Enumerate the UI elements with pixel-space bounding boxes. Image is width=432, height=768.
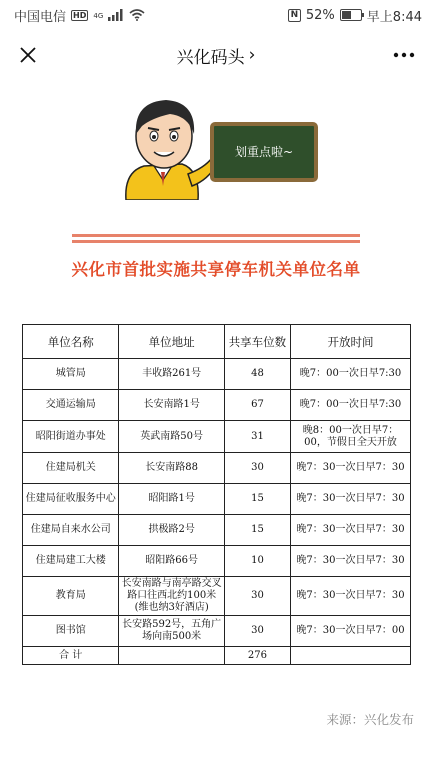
- teacher-illustration: [108, 88, 322, 200]
- cell-spaces: 48: [224, 359, 290, 390]
- cell-hours: 晚7：00一次日早7:30: [291, 359, 411, 390]
- cell-hours: 晚7：30一次日早7：00: [291, 616, 411, 647]
- cell-unit-name: 教育局: [23, 577, 119, 616]
- cell-hours: 晚7：00一次日早7:30: [291, 390, 411, 421]
- close-button[interactable]: [14, 41, 42, 69]
- cell-hours: 晚7：30一次日早7：30: [291, 515, 411, 546]
- total-value: 276: [224, 647, 290, 665]
- network-type: 4G: [93, 11, 104, 20]
- status-right: [288, 6, 422, 25]
- carrier-label: 中国电信: [14, 9, 67, 25]
- header-open-hours: 开放时间: [291, 325, 411, 359]
- article-headline: 兴化市首批实施共享停车机关单位名单: [71, 260, 361, 279]
- cell-address: 昭阳路66号: [119, 546, 224, 577]
- more-icon: [393, 52, 415, 58]
- table-row: [23, 390, 411, 421]
- cell-address: 英武南路50号: [119, 421, 224, 453]
- cell-spaces: 30: [224, 453, 290, 484]
- more-button[interactable]: [390, 41, 418, 69]
- cell-hours: 晚7：30一次日早7：30: [291, 546, 411, 577]
- account-title-link[interactable]: [177, 43, 256, 68]
- cell-unit-name: 城管局: [23, 359, 119, 390]
- battery-percent: 52%: [305, 7, 335, 23]
- signal-icon: [108, 9, 124, 21]
- clock: 早上8:44: [366, 9, 422, 25]
- header-unit-address: 单位地址: [119, 325, 224, 359]
- total-empty-cell: [119, 647, 224, 665]
- battery-icon: [340, 9, 362, 21]
- blackboard-text: 划重点啦~: [234, 145, 294, 159]
- cell-address: 长安南路1号: [119, 390, 224, 421]
- close-icon: [19, 46, 37, 64]
- cell-spaces: 15: [224, 515, 290, 546]
- total-empty-cell: [291, 647, 411, 665]
- cell-hours: 晚7：30一次日早7：30: [291, 453, 411, 484]
- cell-hours: 晚7：30一次日早7：30: [291, 484, 411, 515]
- cell-hours: 晚7：30一次日早7：30: [291, 577, 411, 616]
- page-title: 兴化码头: [176, 47, 245, 68]
- battery-level: [342, 11, 351, 19]
- table-row: [23, 359, 411, 390]
- cell-unit-name: 住建局机关: [23, 453, 119, 484]
- table-row: [23, 421, 411, 453]
- chevron-right-icon: ›: [248, 45, 256, 65]
- status-left: [14, 6, 145, 25]
- cell-spaces: 30: [224, 616, 290, 647]
- total-label: 合 计: [23, 647, 119, 665]
- parking-table: [22, 324, 411, 665]
- table-row: [23, 577, 411, 616]
- hd-badge: HD: [73, 10, 87, 20]
- cell-spaces: 31: [224, 421, 290, 453]
- cell-address: 昭阳路1号: [119, 484, 224, 515]
- table-row: [23, 546, 411, 577]
- table-header-row: [23, 325, 411, 359]
- header-unit-name: 单位名称: [23, 325, 119, 359]
- cell-unit-name: 住建局征收服务中心: [23, 484, 119, 515]
- wifi-icon: [129, 9, 145, 21]
- cell-address: 长安南路88: [119, 453, 224, 484]
- nav-bar: [0, 30, 432, 80]
- status-bar: [0, 0, 432, 30]
- cell-unit-name: 昭阳街道办事处: [23, 421, 119, 453]
- nfc-icon: N: [288, 9, 301, 22]
- source-credit: 来源：兴化发布: [326, 712, 414, 727]
- cell-spaces: 10: [224, 546, 290, 577]
- divider-bottom: [72, 240, 360, 243]
- cell-unit-name: 住建局建工大楼: [23, 546, 119, 577]
- cell-address: 丰收路261号: [119, 359, 224, 390]
- cell-unit-name: 交通运输局: [23, 390, 119, 421]
- divider-top: [72, 234, 360, 237]
- cell-address: 拱极路2号: [119, 515, 224, 546]
- table-row: [23, 515, 411, 546]
- cell-unit-name: 图书馆: [23, 616, 119, 647]
- table-row: [23, 484, 411, 515]
- table-row: [23, 453, 411, 484]
- table-row: [23, 616, 411, 647]
- header-shared-spaces: 共享车位数: [224, 325, 290, 359]
- cell-spaces: 67: [224, 390, 290, 421]
- cell-address: 长安路592号，五角广场向南500米: [119, 616, 224, 647]
- table-total-row: [23, 647, 411, 665]
- cell-address: 长安南路与南亭路交叉路口往西北约100米(维也纳3好酒店): [119, 577, 224, 616]
- cell-unit-name: 住建局自来水公司: [23, 515, 119, 546]
- cell-spaces: 15: [224, 484, 290, 515]
- cell-spaces: 30: [224, 577, 290, 616]
- cell-hours: 晚8：00一次日早7：00，节假日全天开放: [291, 421, 411, 453]
